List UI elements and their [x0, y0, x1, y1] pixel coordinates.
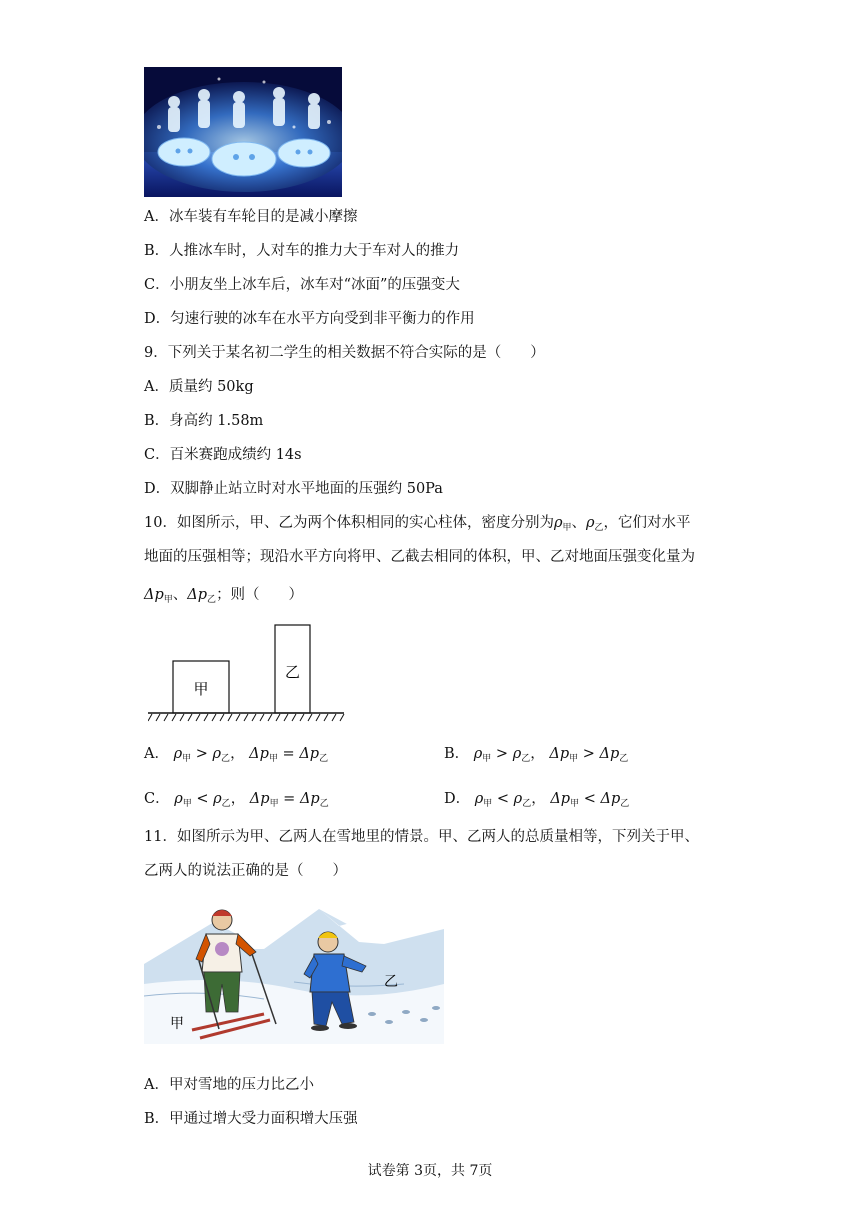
rho-yi	[514, 791, 532, 807]
q10-stem-text-c: ；则（ ）	[216, 587, 304, 603]
sub-yi: 乙	[221, 754, 231, 764]
option-label: B．	[444, 746, 470, 762]
ground-hatch	[148, 714, 344, 721]
dp-yi	[299, 746, 328, 762]
rho-symbol: ρ	[213, 791, 222, 807]
dp-yi	[187, 587, 216, 603]
sub-jia: 甲	[483, 799, 493, 809]
option-label: C．	[144, 791, 170, 807]
rho-jia	[554, 515, 572, 531]
dp-jia	[550, 791, 579, 807]
q9-option-c: C．百米赛跑成绩约 14s	[144, 447, 302, 463]
q10-stem-text-a: 10．如图所示，甲、乙为两个体积相同的实心柱体，密度分别为	[144, 515, 554, 531]
rho-yi	[513, 746, 531, 762]
q11-option-b: B．甲通过增大受力面积增大压强	[144, 1111, 358, 1127]
q11-snow-figure	[144, 904, 444, 1044]
q9-option-d: D．双脚静止站立时对水平地面的压强约 50Pa	[144, 481, 443, 497]
rho-symbol: ρ	[174, 791, 183, 807]
sub-yi: 乙	[207, 595, 217, 605]
q10-sep: 、	[571, 515, 586, 531]
q11-option-a: A．甲对雪地的压力比乙小	[144, 1077, 314, 1093]
rho-jia	[474, 746, 492, 762]
q10-option-b	[444, 744, 628, 769]
sub-jia: 甲	[569, 754, 579, 764]
dp-jia	[144, 587, 173, 603]
sub-yi: 乙	[619, 754, 629, 764]
sub-yi: 乙	[221, 799, 231, 809]
op-gt: >	[491, 746, 513, 762]
q10-stem-line1	[144, 513, 691, 538]
q8-option-c: C．小朋友坐上冰车后，冰车对“冰面”的压强变大	[144, 277, 460, 293]
sub-jia: 甲	[268, 754, 278, 764]
dp-symbol: Δp	[550, 791, 571, 807]
dp-symbol: Δp	[249, 746, 269, 762]
sub-jia: 甲	[562, 523, 572, 533]
q10-option-a	[144, 744, 328, 769]
sub-jia: 甲	[570, 799, 580, 809]
sub-yi: 乙	[521, 754, 531, 764]
rho-symbol: ρ	[513, 791, 523, 807]
rho-jia	[174, 791, 192, 807]
dp-symbol: Δp	[599, 746, 620, 762]
q9-stem: 9．下列关于某名初二学生的相关数据不符合实际的是（ ）	[144, 345, 545, 361]
rho-jia	[475, 791, 493, 807]
dp-symbol: Δp	[299, 791, 320, 807]
sub-yi: 乙	[620, 799, 630, 809]
dp-symbol: Δp	[299, 746, 320, 762]
dp-yi	[300, 791, 329, 807]
dp-symbol: Δp	[144, 587, 164, 603]
op-lt: <	[579, 791, 601, 807]
q8-option-d: D．匀速行驶的冰车在水平方向受到非平衡力的作用	[144, 311, 475, 327]
rho-symbol: ρ	[553, 515, 563, 531]
op-lt: <	[191, 791, 214, 807]
sub-jia: 甲	[163, 595, 173, 605]
dp-symbol: Δp	[187, 587, 208, 603]
q10-stem-line3	[144, 585, 303, 610]
dp-symbol: Δp	[249, 791, 270, 807]
op-eq: =	[278, 791, 300, 807]
rho-yi	[213, 746, 231, 762]
q9-option-a: A．质量约 50kg	[144, 379, 254, 395]
rho-symbol: ρ	[512, 746, 522, 762]
rho-symbol: ρ	[586, 515, 595, 531]
q8-option-a: A．冰车装有车轮目的是减小摩擦	[144, 209, 358, 225]
dp-jia	[549, 746, 578, 762]
dp-symbol: Δp	[549, 746, 570, 762]
q10-stem-line2: 地面的压强相等；现沿水平方向将甲、乙截去相同的体积，甲、乙对地面压强变化量为	[144, 549, 695, 565]
option-label: A．	[144, 746, 169, 762]
comma: ，	[531, 791, 546, 807]
q9-option-b: B．身高约 1.58m	[144, 413, 264, 429]
sub-jia: 甲	[182, 799, 192, 809]
comma: ，	[530, 746, 545, 762]
rho-symbol: ρ	[173, 746, 183, 762]
q10-stem-text-c: ，它们对水平	[603, 515, 691, 531]
op-eq: =	[277, 746, 300, 762]
q10-option-c	[144, 789, 329, 814]
comma: ，	[230, 746, 245, 762]
comma: ，	[230, 791, 246, 807]
sub-jia: 甲	[269, 799, 279, 809]
dp-symbol: Δp	[600, 791, 621, 807]
rho-symbol: ρ	[473, 746, 483, 762]
sub-yi: 乙	[522, 799, 532, 809]
dp-yi	[600, 791, 629, 807]
q11-stem-line1: 11．如图所示为甲、乙两人在雪地里的情景。甲、乙两人的总质量相等，下列关于甲、	[144, 829, 699, 845]
q11-stem-line2: 乙两人的说法正确的是（ ）	[144, 863, 347, 879]
rho-yi	[213, 791, 231, 807]
label-yi: 乙	[284, 663, 301, 681]
label-jia: 甲	[170, 1016, 184, 1032]
q10-option-d	[444, 789, 629, 814]
q10-figure	[148, 622, 348, 722]
rho-symbol: ρ	[212, 746, 222, 762]
dp-jia	[250, 791, 279, 807]
page-footer: 试卷第 3页，共 7页	[367, 1163, 493, 1179]
sub-yi: 乙	[594, 523, 604, 533]
q10-sep: 、	[172, 587, 188, 603]
q8-option-b: B．人推冰车时，人对车的推力大于车对人的推力	[144, 243, 460, 259]
option-label: D．	[444, 791, 471, 807]
op-gt: >	[191, 746, 213, 762]
rho-yi	[586, 515, 604, 531]
sub-jia: 甲	[482, 754, 492, 764]
sub-yi: 乙	[319, 754, 329, 764]
ice-car-photo	[144, 67, 342, 197]
op-lt: <	[492, 791, 514, 807]
sub-yi: 乙	[319, 799, 329, 809]
rho-jia	[174, 746, 192, 762]
label-jia: 甲	[193, 680, 209, 698]
sub-jia: 甲	[182, 754, 192, 764]
op-gt: >	[578, 746, 600, 762]
dp-yi	[600, 746, 629, 762]
label-yi: 乙	[384, 974, 398, 990]
rho-symbol: ρ	[474, 791, 484, 807]
dp-jia	[249, 746, 278, 762]
